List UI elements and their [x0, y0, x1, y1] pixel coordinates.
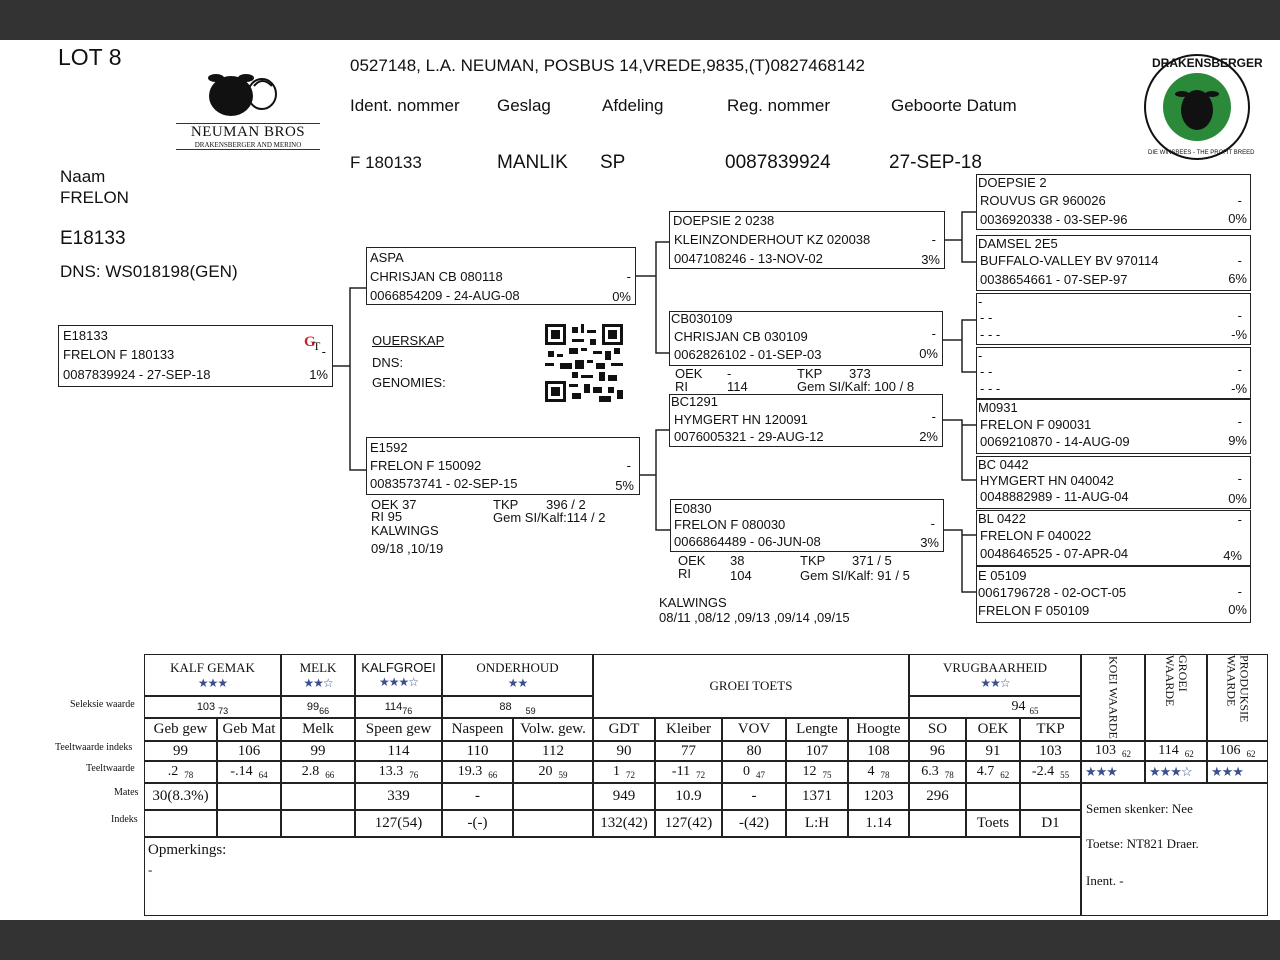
- mates-cell: 10.9: [655, 783, 722, 810]
- group-onderhoud-stars: ★★: [507, 675, 528, 690]
- teeltwaarde-accuracy: 78: [944, 770, 954, 780]
- ti-cell: 107: [786, 741, 848, 761]
- teeltwaarde-accuracy: 76: [409, 770, 419, 780]
- indeks-cell: 1.14: [848, 810, 909, 837]
- sire-id: ASPA: [370, 250, 404, 265]
- group-kalf-stars: ★★★: [197, 675, 228, 690]
- dd-tkp-label: TKP: [800, 553, 826, 568]
- gg4-dash: -: [1237, 362, 1242, 377]
- row-label-mates: Mates: [114, 787, 139, 798]
- koei-waarde-header: [1081, 654, 1145, 741]
- animal-code: E18133: [60, 228, 126, 249]
- ss-id: DOEPSIE 2 0238: [673, 213, 775, 228]
- gg8-name: FRELON F 050109: [978, 603, 1090, 618]
- indeks-cell: -(42): [722, 810, 786, 837]
- ti-cell: 110: [442, 741, 513, 761]
- ti-cell: 99: [281, 741, 355, 761]
- gg5-pct: 9%: [1228, 433, 1247, 448]
- sd-pct: 0%: [919, 346, 938, 361]
- teeltwaarde-accuracy: 72: [696, 770, 706, 780]
- teeltwaarde-accuracy: 66: [488, 770, 498, 780]
- dam-id: E1592: [370, 440, 408, 455]
- group-kalfgroei-label: KALFGROEI: [361, 660, 436, 675]
- col-header: Geb gew: [144, 718, 217, 741]
- dam-ri: RI 95: [371, 509, 403, 524]
- group-kalf-label: KALF GEMAK: [170, 659, 255, 675]
- teeltwaarde-cell: [281, 761, 355, 783]
- gg4-name: - -: [980, 364, 993, 379]
- ti-cell: 77: [655, 741, 722, 761]
- sel-ond-sub: 59: [525, 706, 536, 716]
- indeks-cell: D1: [1020, 810, 1081, 837]
- svg-text:T: T: [313, 339, 321, 352]
- teeltwaarde-value: 6.3: [921, 764, 939, 779]
- gg6-id: BC 0442: [978, 457, 1029, 472]
- dam-oek: OEK 37: [371, 497, 417, 512]
- sel-melk-sub: 66: [319, 706, 330, 716]
- lot-number: LOT 8: [58, 44, 122, 70]
- teeltwaarde-cell: [909, 761, 966, 783]
- ss-dash: -: [931, 232, 936, 247]
- sd-ri-label: RI: [675, 379, 688, 394]
- gg5-dash: -: [1237, 414, 1242, 429]
- teeltwaarde-cell: [966, 761, 1020, 783]
- value-afdeling: SP: [600, 152, 626, 173]
- sd-tkp-label: TKP: [797, 366, 823, 381]
- produksie-value-sub: 62: [1246, 749, 1256, 759]
- indeks-cell: -(-): [442, 810, 513, 837]
- mates-cell: 1203: [848, 783, 909, 810]
- gg1-dash: -: [1237, 193, 1242, 208]
- ti-cell: 96: [909, 741, 966, 761]
- ds-dash: -: [931, 409, 936, 424]
- svg-text:G: G: [304, 334, 316, 350]
- teeltwaarde-accuracy: 47: [756, 770, 765, 780]
- indeks-cell: 127(42): [655, 810, 722, 837]
- teeltwaarde-accuracy: 75: [822, 770, 832, 780]
- ouerskap-title: OUERSKAP: [372, 333, 445, 348]
- ss-name: KLEINZONDERHOUT KZ 020038: [674, 232, 871, 247]
- teeltwaarde-value: 19.3: [457, 764, 483, 779]
- sel-kg-value: 114: [384, 701, 403, 713]
- ds-reg: 0076005321 - 29-AUG-12: [674, 429, 824, 444]
- sd-id: CB030109: [671, 311, 733, 326]
- produksie-waarde-label: PRODUKSIE WAARDE: [1224, 655, 1252, 723]
- sd-oek-label: OEK: [675, 366, 703, 381]
- animal-pct: 1%: [309, 367, 328, 382]
- gg4-reg: - - -: [980, 381, 1001, 396]
- indeks-cell: Toets: [966, 810, 1020, 837]
- group-kalfgroei-stars: ★★★☆: [378, 675, 419, 689]
- group-vrug-stars: ★★☆: [980, 675, 1010, 690]
- gg7-id: BL 0422: [978, 511, 1026, 526]
- teeltwaarde-value: 4: [867, 764, 875, 779]
- teeltwaarde-cell: [355, 761, 442, 783]
- teeltwaarde-cell: [442, 761, 513, 783]
- group-melk-stars: ★★☆: [303, 675, 333, 690]
- sel-kalf: [144, 696, 281, 718]
- sel-kalf-sub: 73: [218, 706, 229, 716]
- mates-cell: 949: [593, 783, 655, 810]
- ti-cell: 114: [355, 741, 442, 761]
- dns-value: DNS: WS018198(GEN): [60, 262, 238, 281]
- group-melk-label: MELK: [299, 659, 337, 675]
- col-header: Volw. gew.: [513, 718, 593, 741]
- group-onderhoud-label: ONDERHOUD: [476, 659, 559, 675]
- gg7-pct: 4%: [1223, 548, 1242, 563]
- dam-reg: 0083573741 - 02-SEP-15: [370, 476, 518, 491]
- dam-tkp-label: TKP: [493, 497, 519, 512]
- col-header: Hoogte: [848, 718, 909, 741]
- dd-kalwings-label: KALWINGS: [659, 595, 727, 610]
- gg6-name: HYMGERT HN 040042: [980, 473, 1114, 488]
- dd-reg: 0066864489 - 06-JUN-08: [674, 534, 821, 549]
- teeltwaarde-accuracy: 78: [184, 770, 194, 780]
- ouerskap-dns: DNS:: [372, 355, 404, 370]
- dam-tkp-value: 396 / 2: [546, 497, 586, 512]
- ti-cell: 112: [513, 741, 593, 761]
- teeltwaarde-value: 13.3: [378, 764, 404, 779]
- teeltwaarde-cell: [722, 761, 786, 783]
- gg1-reg: 0036920338 - 03-SEP-96: [980, 212, 1128, 227]
- teeltwaarde-accuracy: 78: [880, 770, 890, 780]
- opmerkings-text: -: [148, 862, 153, 877]
- gg3-dash: -: [1237, 308, 1242, 323]
- owner-line: 0527148, L.A. NEUMAN, POSBUS 14,VREDE,9835,(T)0827468142: [350, 56, 866, 75]
- teeltwaarde-cell: [655, 761, 722, 783]
- ds-pct: 2%: [919, 429, 938, 444]
- koei-value: [1081, 741, 1145, 761]
- gg7-name: FRELON F 040022: [980, 528, 1092, 543]
- sire-pct: 0%: [612, 289, 631, 304]
- gg3-id: -: [978, 294, 983, 309]
- gg1-name: ROUVUS GR 960026: [980, 193, 1106, 208]
- animal-id: E18133: [63, 328, 108, 343]
- teeltwaarde-accuracy: 66: [325, 770, 335, 780]
- indeks-cell: [909, 810, 966, 837]
- header-reg: Reg. nommer: [727, 96, 830, 115]
- mates-cell: [281, 783, 355, 810]
- gg4-pct: -%: [1231, 381, 1247, 396]
- value-geslag: MANLIK: [497, 152, 568, 173]
- koei-value-main: 103: [1095, 743, 1116, 758]
- teeltwaarde-cell: [848, 761, 909, 783]
- col-header: GDT: [593, 718, 655, 741]
- sd-name: CHRISJAN CB 030109: [674, 329, 808, 344]
- teeltwaarde-cell: [217, 761, 281, 783]
- seleksie-label: Seleksie waarde: [70, 699, 135, 710]
- sel-melk: [281, 696, 355, 718]
- koei-value-sub: 62: [1122, 749, 1131, 759]
- dam-gem: Gem SI/Kalf:114 / 2: [493, 510, 606, 525]
- sd-reg: 0062826102 - 01-SEP-03: [674, 347, 822, 362]
- ss-reg: 0047108246 - 13-NOV-02: [674, 251, 823, 266]
- ti-cell: 103: [1020, 741, 1081, 761]
- teeltwaarde-accuracy: 62: [1000, 770, 1010, 780]
- mates-cell: [1020, 783, 1081, 810]
- gg3-pct: -%: [1231, 327, 1247, 342]
- ti-cell: 80: [722, 741, 786, 761]
- teeltwaarde-value: 12: [802, 764, 817, 779]
- sel-ond-value: 88: [499, 701, 512, 713]
- sd-gem: Gem SI/Kalf: 100 / 8: [797, 379, 915, 394]
- ti-cell: 91: [966, 741, 1020, 761]
- dd-kalwings-dates: 08/11 ,08/12 ,09/13 ,09/14 ,09/15: [659, 610, 850, 625]
- mates-cell: 1371: [786, 783, 848, 810]
- sire-dash: -: [626, 269, 631, 284]
- gg8-id: E 05109: [978, 568, 1027, 583]
- ds-id: BC1291: [671, 394, 718, 409]
- toetse-text: Toetse: NT821 Draer.: [1086, 836, 1199, 851]
- dam-pct: 5%: [615, 478, 634, 493]
- sire-name: CHRISJAN CB 080118: [370, 269, 503, 284]
- gg6-reg: 0048882989 - 11-AUG-04: [980, 489, 1129, 504]
- ti-cell: 106: [217, 741, 281, 761]
- sd-ri-value: 114: [727, 379, 748, 394]
- gg5-reg: 0069210870 - 14-AUG-09: [980, 434, 1130, 449]
- sel-vrug-sub: 65: [1029, 706, 1039, 716]
- col-header: OEK: [966, 718, 1020, 741]
- ouerskap-genomies: GENOMIES:: [372, 375, 446, 390]
- col-header: Speen gew: [355, 718, 442, 741]
- indeks-cell: 127(54): [355, 810, 442, 837]
- groei-value: [1145, 741, 1207, 761]
- drakensberger-sub: DIE WINSBEES - THE PROFIT BREED: [1148, 150, 1255, 156]
- mates-cell: [217, 783, 281, 810]
- indeks-cell: L:H: [786, 810, 848, 837]
- dd-dash: -: [930, 516, 935, 531]
- teeltwaarde-cell: [513, 761, 593, 783]
- ti-cell: 90: [593, 741, 655, 761]
- dd-id: E0830: [674, 501, 712, 516]
- ss-pct: 3%: [921, 252, 940, 267]
- notes-right-box: [1081, 783, 1268, 916]
- group-kalf-gemak: [144, 654, 281, 696]
- dd-oek-label: OEK: [678, 553, 706, 568]
- value-ident: F 180133: [350, 153, 422, 172]
- mates-cell: 30(8.3%): [144, 783, 217, 810]
- col-header: VOV: [722, 718, 786, 741]
- neuman-brand: NEUMAN BROS: [190, 124, 306, 140]
- ds-name: HYMGERT HN 120091: [674, 412, 808, 427]
- gg1-pct: 0%: [1228, 211, 1247, 226]
- header-geslag: Geslag: [497, 96, 551, 115]
- semen-text: Semen skenker: Nee: [1086, 801, 1193, 816]
- teeltwaarde-cell: [1020, 761, 1081, 783]
- mates-cell: -: [722, 783, 786, 810]
- teeltwaarde-value: 1: [613, 764, 620, 779]
- sd-dash: -: [931, 326, 936, 341]
- groei-value-sub: 62: [1184, 749, 1194, 759]
- row-label-ti: Teeltwaarde indeks: [55, 742, 133, 753]
- teeltwaarde-value: -.14: [230, 764, 253, 779]
- teeltwaarde-cell: [144, 761, 217, 783]
- group-melk: [281, 654, 355, 696]
- dam-kalwings-label: KALWINGS: [371, 523, 439, 538]
- teeltwaarde-value: .2: [167, 764, 179, 779]
- opmerkings-label: Opmerkings:: [148, 842, 227, 858]
- col-header: Naspeen: [442, 718, 513, 741]
- col-header: Geb Mat: [217, 718, 281, 741]
- groei-waarde-header: [1145, 654, 1207, 741]
- teeltwaarde-value: 0: [743, 764, 750, 779]
- produksie-value-main: 106: [1219, 743, 1241, 758]
- mates-cell: 296: [909, 783, 966, 810]
- groei-value-main: 114: [1158, 743, 1179, 758]
- indeks-cell: [281, 810, 355, 837]
- naam-value: FRELON: [60, 188, 129, 207]
- value-reg: 0087839924: [725, 152, 831, 173]
- col-header: Kleiber: [655, 718, 722, 741]
- dd-oek-value: 38: [730, 553, 745, 568]
- gg5-name: FRELON F 090031: [980, 417, 1092, 432]
- sel-vrug-value: 94: [1011, 699, 1026, 714]
- sd-tkp-value: 373: [849, 366, 871, 381]
- mates-cell: -: [442, 783, 513, 810]
- gg3-reg: - - -: [980, 327, 1001, 342]
- gg2-dash: -: [1237, 253, 1242, 268]
- group-onderhoud: [442, 654, 593, 696]
- col-header: Lengte: [786, 718, 848, 741]
- teeltwaarde-cell: [786, 761, 848, 783]
- gg5-id: M0931: [978, 400, 1018, 415]
- header-ident: Ident. nommer: [350, 96, 460, 115]
- ti-cell: 108: [848, 741, 909, 761]
- dd-gem: Gem SI/Kalf: 91 / 5: [800, 568, 910, 583]
- gg7-reg: 0048646525 - 07-APR-04: [980, 546, 1129, 561]
- row-label-tw: Teeltwaarde: [86, 763, 135, 774]
- gg2-pct: 6%: [1228, 271, 1247, 286]
- sd-oek-value: -: [727, 366, 732, 381]
- row-label-indeks: Indeks: [111, 814, 138, 825]
- groei-stars: ★★★☆: [1145, 761, 1207, 783]
- gg2-name: BUFFALO-VALLEY BV 970114: [980, 253, 1159, 268]
- inent-text: Inent. -: [1086, 873, 1124, 888]
- koei-waarde-label: KOEI WAARDE: [1106, 656, 1121, 739]
- opmerkings-box: [144, 837, 1081, 916]
- header-afdeling: Afdeling: [602, 96, 664, 115]
- gg4-id: -: [978, 348, 983, 363]
- teeltwaarde-value: 20: [538, 764, 553, 779]
- teeltwaarde-accuracy: 64: [258, 770, 268, 780]
- teeltwaarde-value: 2.8: [301, 764, 320, 779]
- produksie-stars: ★★★: [1207, 761, 1268, 783]
- gg6-pct: 0%: [1228, 491, 1247, 506]
- animal-reg: 0087839924 - 27-SEP-18: [63, 367, 211, 382]
- group-groei-toets: GROEI TOETS: [593, 654, 909, 718]
- value-geboorte: 27-SEP-18: [889, 152, 982, 173]
- produksie-waarde-header: [1207, 654, 1268, 741]
- produksie-value: [1207, 741, 1268, 761]
- animal-name: FRELON F 180133: [63, 347, 175, 362]
- gg7-dash: -: [1237, 512, 1242, 527]
- ti-cell: 99: [144, 741, 217, 761]
- dd-pct: 3%: [920, 535, 939, 550]
- col-header: SO: [909, 718, 966, 741]
- gg8-pct: 0%: [1228, 602, 1247, 617]
- gg8-dash: -: [1237, 584, 1242, 599]
- teeltwaarde-value: -2.4: [1031, 764, 1055, 779]
- sel-vrug: [909, 696, 1081, 718]
- dam-kalwings-dates: 09/18 ,10/19: [371, 541, 444, 556]
- sel-melk-value: 99: [306, 701, 320, 713]
- group-vrugbaarheid: [909, 654, 1081, 696]
- gg8-reg: 0061796728 - 02-OCT-05: [978, 585, 1127, 600]
- groei-waarde-label: GROEI WAARDE: [1163, 655, 1190, 707]
- indeks-cell: 132(42): [593, 810, 655, 837]
- group-vrug-label: VRUGBAARHEID: [943, 659, 1047, 675]
- sel-kalfgroei: [355, 696, 442, 718]
- sel-kalf-value: 103: [196, 701, 216, 713]
- col-header: TKP: [1020, 718, 1081, 741]
- col-header: Melk: [281, 718, 355, 741]
- mates-cell: 339: [355, 783, 442, 810]
- indeks-cell: [217, 810, 281, 837]
- group-kalfgroei: [355, 654, 442, 696]
- gg2-reg: 0038654661 - 07-SEP-97: [980, 272, 1128, 287]
- teeltwaarde-accuracy: 55: [1060, 770, 1070, 780]
- dd-ri-label: RI: [678, 566, 691, 581]
- dd-ri-value: 104: [730, 568, 752, 583]
- sire-reg: 0066854209 - 24-AUG-08: [370, 288, 520, 303]
- dd-tkp-value: 371 / 5: [852, 553, 892, 568]
- indeks-cell: [513, 810, 593, 837]
- teeltwaarde-accuracy: 72: [626, 770, 635, 780]
- dd-name: FRELON F 080030: [674, 517, 786, 532]
- teeltwaarde-value: -11: [671, 764, 691, 779]
- animal-dash: -: [321, 344, 326, 359]
- teeltwaarde-cell: [593, 761, 655, 783]
- drakensberger-title: DRAKENSBERGER: [1152, 56, 1263, 70]
- header-geboorte: Geboorte Datum: [891, 96, 1017, 115]
- koei-stars: ★★★: [1081, 761, 1145, 783]
- gg1-id: DOEPSIE 2: [978, 175, 1047, 190]
- indeks-cell: [144, 810, 217, 837]
- teeltwaarde-value: 4.7: [976, 764, 995, 779]
- gg6-dash: -: [1237, 471, 1242, 486]
- sel-kg-sub: 76: [402, 706, 413, 716]
- dam-name: FRELON F 150092: [370, 458, 482, 473]
- naam-label: Naam: [60, 167, 106, 186]
- gg3-name: - -: [980, 310, 993, 325]
- neuman-sub: DRAKENSBERGER AND MERINO: [194, 141, 302, 149]
- teeltwaarde-accuracy: 59: [558, 770, 568, 780]
- mates-cell: [513, 783, 593, 810]
- gg2-id: DAMSEL 2E5: [978, 236, 1058, 251]
- dam-dash: -: [626, 458, 631, 473]
- sel-onderhoud: [442, 696, 593, 718]
- mates-cell: [966, 783, 1020, 810]
